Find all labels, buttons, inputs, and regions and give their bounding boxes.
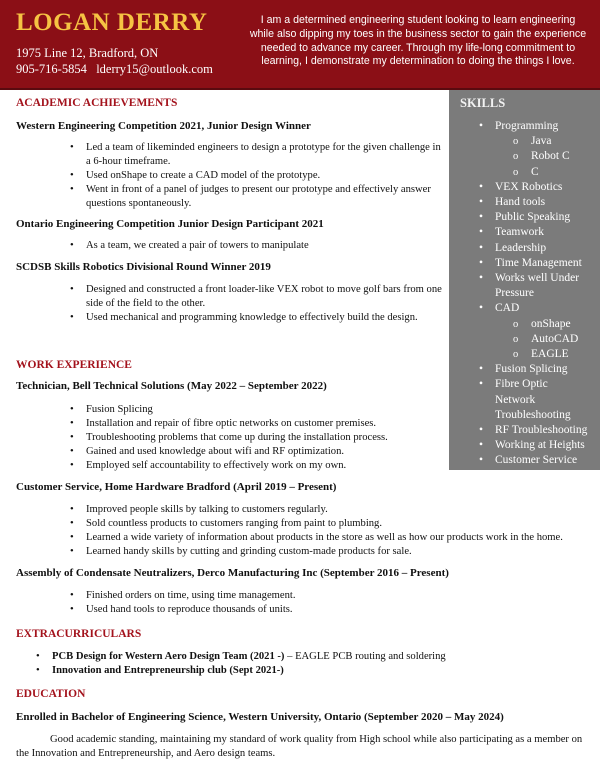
work-entry-title: Customer Service, Home Hardware Bradford (April 2019 – Present) [16, 481, 337, 493]
work-bullet: • Sold countless products to customers ranging from paint to plumbing. [86, 517, 586, 531]
work-bullet: • Fusion Splicing [86, 403, 442, 417]
skill-item: • Hand tools [495, 195, 545, 210]
skill-item: • Customer Service [495, 453, 577, 468]
work-bullet: • Learned handy skills by cutting and grinding custom-made products for sale. [86, 545, 586, 559]
skill-subitem: o Robot C [531, 149, 570, 164]
extracurricular-item [52, 651, 446, 662]
academic-bullet: • As a team, we created a pair of towers to manipulate [86, 239, 442, 253]
academic-bullet: • Went in front of a panel of judges to present our prototype and effectively answer questions spontaneously. [86, 183, 442, 211]
skill-item: • Fusion Splicing [495, 362, 568, 377]
work-bullet: • Troubleshooting problems that come up during the installation process. [86, 431, 442, 445]
skill-item: • Works well Under [495, 271, 579, 286]
skill-item: • VEX Robotics [495, 180, 562, 195]
skill-item: • Public Speaking [495, 210, 570, 225]
work-bullet: • Used hand tools to reproduce thousands of units. [86, 603, 586, 617]
skill-item: Network [495, 393, 536, 406]
academic-heading: ACADEMIC ACHIEVEMENTS [16, 97, 178, 109]
skill-item: • CAD [495, 301, 519, 316]
skill-item: • Teamwork [495, 225, 544, 240]
extracurricular-name: PCB Design for Western Aero Design Team (2021 -) [52, 651, 285, 662]
academic-entry-title: Western Engineering Competition 2021, Junior Design Winner [16, 120, 311, 132]
skill-item: • RF Troubleshooting [495, 423, 587, 438]
extracurricular-name: Innovation and Entrepreneurship club (Sept 2021-) [52, 665, 284, 676]
skill-item: • Programming [495, 119, 558, 134]
skill-subitem: o Java [531, 134, 551, 149]
academic-bullet: • Used mechanical and programming knowledge to effectively build the design. [86, 311, 442, 325]
extracurriculars-heading: EXTRACURRICULARS [16, 628, 142, 640]
skill-subitem: o EAGLE [531, 347, 569, 362]
work-heading: WORK EXPERIENCE [16, 359, 132, 371]
education-text: Good academic standing, maintaining my standard of work quality from High school while also participating as a member on the Innovation and Entrepreneurship, and Aero design teams. [16, 734, 583, 759]
academic-entry-title: Ontario Engineering Competition Junior Design Participant 2021 [16, 218, 324, 230]
skill-item: • Leadership [495, 241, 546, 256]
academic-bullet: • Used onShape to create a CAD model of the prototype. [86, 169, 442, 183]
skill-item: • Fibre Optic [495, 377, 548, 392]
education-heading: EDUCATION [16, 688, 86, 700]
work-bullet: • Learned a wide variety of information about products in the store as well as how our products work in the home. [86, 531, 586, 545]
work-entry-title: Technician, Bell Technical Solutions (May 2022 – September 2022) [16, 380, 327, 392]
academic-bullet: • Designed and constructed a front loader-like VEX robot to move golf bars from one side of the field to the other. [86, 283, 442, 311]
work-entry-title: Assembly of Condensate Neutralizers, Derco Manufacturing Inc (September 2016 – Present) [16, 567, 449, 579]
work-bullet: • Improved people skills by talking to customers regularly. [86, 503, 586, 517]
header-banner [0, 0, 600, 90]
skill-item: Pressure [495, 287, 534, 300]
work-bullet: • Gained and used knowledge about wifi and RF optimization. [86, 445, 442, 459]
education-title: Enrolled in Bachelor of Engineering Science, Western University, Ontario (September 2020 – May 2024) [16, 711, 504, 723]
work-bullet: • Installation and repair of fibre optic networks on customer premises. [86, 417, 442, 431]
work-bullet: • Finished orders on time, using time management. [86, 589, 586, 603]
name-heading: LOGAN DERRY [16, 9, 208, 36]
skill-item: Troubleshooting [495, 408, 571, 421]
skill-subitem: o C [531, 165, 539, 180]
skills-heading: SKILLS [460, 96, 506, 110]
skill-subitem: o onShape [531, 317, 571, 332]
address-text: 1975 Line 12, Bradford, ON [16, 46, 159, 60]
skill-item: • Time Management [495, 256, 582, 271]
summary-text: I am a determined engineering student looking to learn engineering while also dipping my toes in the business sector to gain the experience needed to advance my career. Through my life-long commitment to learning, I demonstrate my determination to doing the things I love. [249, 14, 587, 68]
skill-item: • Working at Heights [495, 438, 585, 453]
extracurricular-item [52, 665, 284, 676]
skill-subitem: o AutoCAD [531, 332, 578, 347]
academic-entry-title: SCDSB Skills Robotics Divisional Round Winner 2019 [16, 261, 271, 273]
extracurricular-detail: – EAGLE PCB routing and soldering [284, 651, 446, 662]
skills-panel [449, 90, 600, 470]
contact-text: 905-716-5854 lderry15@outlook.com [16, 62, 213, 76]
academic-bullet: • Led a team of likeminded engineers to design a prototype for the given challenge in a 6-hour timeframe. [86, 141, 442, 169]
work-bullet: • Employed self accountability to effectively work on my own. [86, 459, 442, 473]
